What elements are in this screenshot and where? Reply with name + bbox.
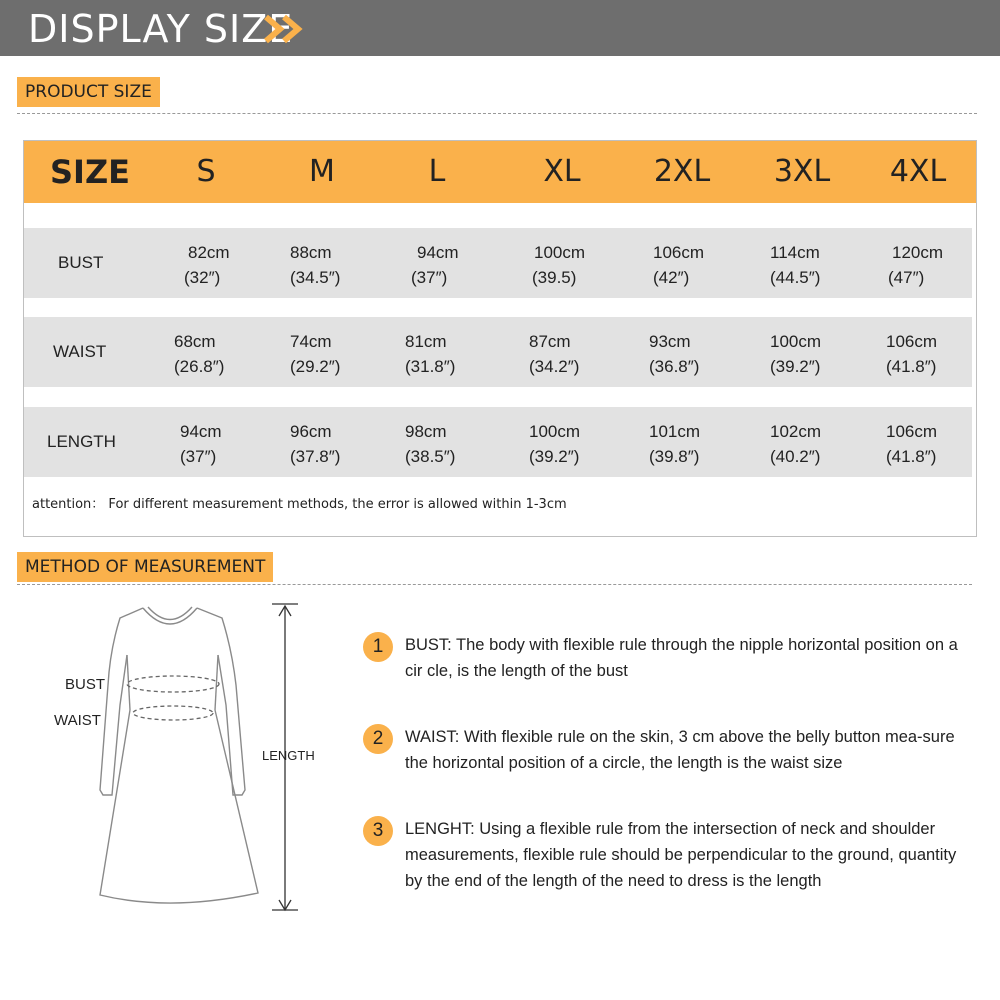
attention-note: attention： For different measurement methods, the error is allowed within 1-3cm — [32, 497, 567, 512]
table-cell: 81cm (31.8″) — [405, 332, 456, 376]
header-cell: 3XL — [773, 154, 831, 189]
dress-figure — [0, 590, 330, 920]
row-label-bust: BUST — [58, 253, 104, 272]
table-cell: 93cm (36.8″) — [649, 332, 700, 376]
header-cell: S — [196, 154, 216, 189]
table-cell: 94cm (37″) — [180, 422, 222, 466]
step-number-badge: 3 — [363, 816, 393, 846]
header-cell: 4XL — [889, 154, 947, 189]
double-chevron-right-icon — [262, 14, 308, 44]
header-cell: L — [428, 154, 446, 189]
table-cell: 74cm (29.2″) — [290, 332, 341, 376]
method-label: METHOD OF MEASUREMENT — [17, 552, 273, 582]
table-cell: 106cm (41.8″) — [886, 422, 938, 466]
table-cell: 100cm (39.2″) — [529, 422, 581, 466]
table-cell: 68cm (26.8″) — [174, 332, 225, 376]
table-cell: 82cm (32″) — [184, 243, 230, 287]
figure-label-bust: BUST — [65, 676, 106, 693]
divider — [17, 113, 977, 114]
header-cell-size: SIZE — [50, 153, 131, 191]
table-cell: 88cm (34.5″) — [290, 243, 341, 287]
table-cell: 98cm (38.5″) — [405, 422, 456, 466]
size-table — [23, 140, 977, 537]
table-cell: 94cm (37″) — [411, 243, 459, 287]
table-cell: 100cm (39.5) — [532, 243, 586, 287]
table-row — [24, 228, 972, 298]
step-text: LENGHT: Using a flexible rule from the intersection of neck and shoulder measurements, flexible rule should be perpendicular to the ground, quantity by the end of the length of the need to dress is the length — [405, 820, 957, 890]
header-cell: M — [309, 154, 335, 189]
step-number-badge: 1 — [363, 632, 393, 662]
table-cell: 96cm (37.8″) — [290, 422, 341, 466]
table-header — [24, 141, 976, 203]
figure-label-waist: WAIST — [54, 712, 101, 729]
divider — [17, 584, 972, 585]
row-label-length: LENGTH — [47, 432, 116, 451]
banner — [0, 0, 1000, 56]
table-row — [24, 317, 972, 387]
step-number-badge: 2 — [363, 724, 393, 754]
step-text: BUST: The body with flexible rule through the nipple horizontal position on a cir cle, is the length of the bust — [405, 636, 958, 680]
table-cell: 114cm (44.5″) — [770, 243, 821, 287]
table-cell: 106cm (42″) — [653, 243, 705, 287]
table-row — [24, 407, 972, 477]
table-cell: 101cm (39.8″) — [649, 422, 701, 466]
header-cell: XL — [543, 154, 581, 189]
header-cell: 2XL — [653, 154, 711, 189]
banner-title: DISPLAY SIZE — [28, 7, 294, 51]
table-cell: 120cm (47″) — [888, 243, 944, 287]
table-cell: 100cm (39.2″) — [770, 332, 822, 376]
table-cell: 106cm (41.8″) — [886, 332, 938, 376]
row-label-waist: WAIST — [53, 342, 107, 361]
table-cell: 87cm (34.2″) — [529, 332, 580, 376]
table-cell: 102cm (40.2″) — [770, 422, 822, 466]
product-size-label: PRODUCT SIZE — [17, 77, 160, 107]
step-text: WAIST: With flexible rule on the skin, 3 cm above the belly button mea-sure the horizontal position of a circle, the length is the waist size — [405, 728, 955, 772]
figure-label-length: LENGTH — [262, 748, 315, 763]
